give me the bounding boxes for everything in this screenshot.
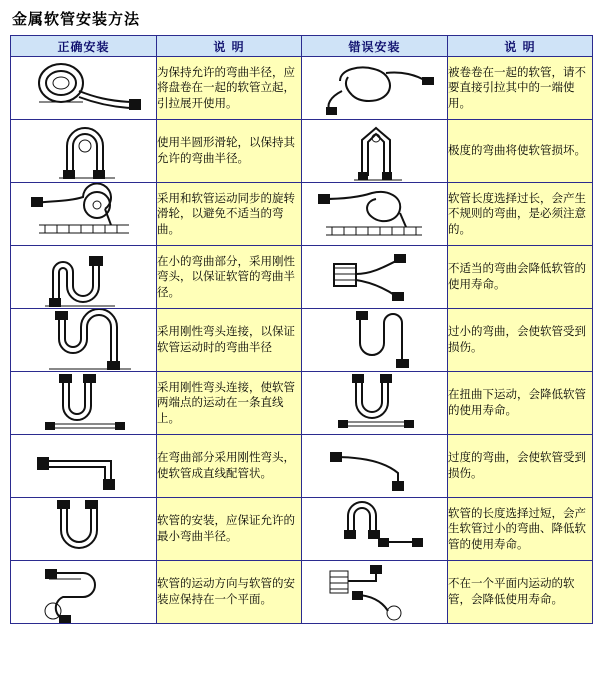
twisting-motion-u-bend-icon: [302, 372, 448, 435]
too-small-bend-radius-icon: [302, 309, 448, 372]
header-correct-install: 正确安装: [11, 36, 157, 57]
header-wrong-desc: 说 明: [448, 36, 593, 57]
row-wrong-text: 软管的长度选择过短，会产生软管过小的弯曲、降低软管的使用寿命。: [448, 498, 593, 561]
row-correct-text: 为保持允许的弯曲半径，应将盘卷在一起的软管立起，引拉展开使用。: [157, 57, 302, 120]
excess-length-irregular-bend-icon: [302, 183, 448, 246]
row-correct-text: 采用刚性弯头连接，使软管两端点的运动在一条直线上。: [157, 372, 302, 435]
straight-pipe-with-elbow-icon: [11, 435, 157, 498]
table-row: [11, 246, 593, 309]
rigid-elbow-small-bend-icon: [11, 246, 157, 309]
row-correct-text: 采用刚性弯头连接，以保证软管运动时的弯曲半径: [157, 309, 302, 372]
row-correct-text: 软管的运动方向与软管的安装应保持在一个平面。: [157, 561, 302, 624]
table-row: [11, 183, 593, 246]
semicircular-pulley-guide-icon: [11, 120, 157, 183]
row-wrong-text: 不在一个平面内运动的软管，会降低使用寿命。: [448, 561, 593, 624]
table-row: [11, 498, 593, 561]
table-body: [11, 57, 593, 624]
row-correct-text: 使用半圆形滑轮，以保持其允许的弯曲半径。: [157, 120, 302, 183]
hose-installation-table: [10, 35, 593, 624]
rigid-elbow-straight-line-motion-icon: [11, 372, 157, 435]
table-row: [11, 561, 593, 624]
table-row: [11, 435, 593, 498]
improper-bend-block-icon: [302, 246, 448, 309]
minimum-bend-radius-install-icon: [11, 498, 157, 561]
same-plane-motion-icon: [11, 561, 157, 624]
table-row: [11, 57, 593, 120]
row-correct-text: 在弯曲部分采用刚性弯头，使软管成直线配管状。: [157, 435, 302, 498]
coiled-hose-upright-icon: [11, 57, 157, 120]
sharp-bend-over-roller-icon: [302, 120, 448, 183]
header-row: [11, 36, 593, 57]
out-of-plane-motion-icon: [302, 561, 448, 624]
row-correct-text: 软管的安装，应保证允许的最小弯曲半径。: [157, 498, 302, 561]
page-title: 金属软管安装方法: [12, 10, 141, 28]
header-wrong-install: 错误安装: [302, 36, 448, 57]
row-wrong-text: 极度的弯曲将使软管损坏。: [448, 120, 593, 183]
table-row: [11, 120, 593, 183]
table-row: [11, 309, 593, 372]
rigid-elbow-motion-radius-icon: [11, 309, 157, 372]
excess-length-small-bend-icon: [302, 498, 448, 561]
table-row: [11, 372, 593, 435]
row-wrong-text: 过小的弯曲，会使软管受到损伤。: [448, 309, 593, 372]
coiled-hose-pulled-end-icon: [302, 57, 448, 120]
rotating-pulley-chain-icon: [11, 183, 157, 246]
over-bending-elbow-icon: [302, 435, 448, 498]
table-header: [11, 36, 593, 57]
header-correct-desc: 说 明: [157, 36, 302, 57]
row-correct-text: 在小的弯曲部分，采用刚性弯头，以保证软管的弯曲半径。: [157, 246, 302, 309]
row-wrong-text: 软管长度选择过长，会产生不规则的弯曲，是必须注意的。: [448, 183, 593, 246]
row-wrong-text: 过度的弯曲，会使软管受到损伤。: [448, 435, 593, 498]
row-wrong-text: 不适当的弯曲会降低软管的使用寿命。: [448, 246, 593, 309]
row-wrong-text: 被卷卷在一起的软管，请不要直接引拉其中的一端使用。: [448, 57, 593, 120]
row-wrong-text: 在扭曲下运动，会降低软管的使用寿命。: [448, 372, 593, 435]
row-correct-text: 采用和软管运动同步的旋转滑轮，以避免不适当的弯曲。: [157, 183, 302, 246]
